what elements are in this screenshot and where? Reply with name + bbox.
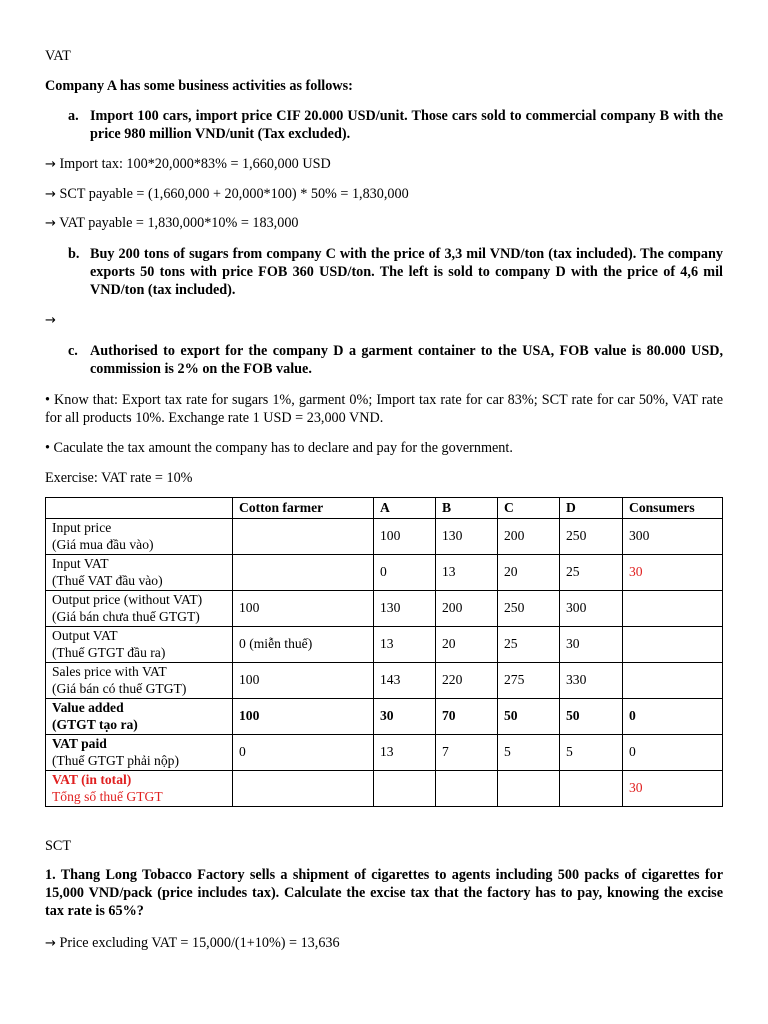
item-c-label: c.	[68, 343, 78, 359]
row-label-en: Value added	[52, 700, 124, 715]
sct-calc-line-text: Price excluding VAT = 15,000/(1+10%) = 13,636	[59, 935, 340, 951]
table-header-cell: B	[436, 498, 498, 519]
table-header-cell: A	[374, 498, 436, 519]
item-c-text: Authorised to export for the company D a garment container to the USA, FOB value is 80.000 USD, commission is 2% on the FOB value.	[90, 343, 723, 377]
item-b-label: b.	[68, 246, 80, 262]
table-cell	[623, 627, 723, 663]
item-b	[68, 245, 723, 299]
calc-line-2-text: SCT payable = (1,660,000 + 20,000*100) * 50% = 1,830,000	[59, 186, 409, 202]
row-label	[46, 555, 233, 591]
row-label-vi: (GTGT tạo ra)	[52, 716, 138, 732]
row-label-vi: (Thuế GTGT đầu ra)	[52, 644, 166, 660]
row-label-en: VAT paid	[52, 736, 107, 751]
table-header-cell: C	[498, 498, 560, 519]
table-cell: 13	[374, 735, 436, 771]
row-label-vi: Tổng số thuế GTGT	[52, 788, 163, 804]
row-label-en: Output VAT	[52, 628, 118, 643]
arrow-icon: →	[45, 187, 56, 202]
row-label	[46, 699, 233, 735]
row-label-en: Input VAT	[52, 556, 109, 571]
row-label	[46, 519, 233, 555]
table-cell: 25	[498, 627, 560, 663]
table-cell: 30	[560, 627, 623, 663]
item-b-text: Buy 200 tons of sugars from company C with the price of 3,3 mil VND/ton (tax included). The company exports 50 tons with price FOB 360 USD/ton. The left is sold to company D with the price of 4,6 mil VND/ton (tax included).	[90, 246, 723, 298]
vat-table	[45, 497, 723, 807]
table-row	[46, 627, 723, 663]
table-cell: 13	[436, 555, 498, 591]
table-header-cell	[46, 498, 233, 519]
table-header-cell: D	[560, 498, 623, 519]
vat-heading: VAT	[45, 48, 71, 64]
arrow-icon: →	[45, 936, 56, 951]
empty-arrow-line	[45, 311, 723, 330]
calc-line-3	[45, 214, 723, 233]
table-header-cell: Cotton farmer	[233, 498, 374, 519]
row-label-vi: (Thuế VAT đầu vào)	[52, 572, 163, 588]
table-cell: 100	[233, 591, 374, 627]
table-cell: 5	[560, 735, 623, 771]
table-cell: 300	[623, 519, 723, 555]
table-row	[46, 699, 723, 735]
table-cell: 13	[374, 627, 436, 663]
calc-line-3-text: VAT payable = 1,830,000*10% = 183,000	[59, 215, 299, 231]
table-cell: 275	[498, 663, 560, 699]
table-cell: 50	[498, 699, 560, 735]
exercise-label: Exercise: VAT rate = 10%	[45, 470, 193, 486]
table-cell: 50	[560, 699, 623, 735]
row-label-vi: (Thuế GTGT phải nộp)	[52, 752, 179, 768]
table-cell: 220	[436, 663, 498, 699]
table-cell	[233, 519, 374, 555]
table-cell: 0	[374, 555, 436, 591]
table-cell	[623, 591, 723, 627]
row-label	[46, 735, 233, 771]
calc-line-1-text: Import tax: 100*20,000*83% = 1,660,000 USD	[59, 156, 331, 172]
table-cell: 0	[623, 735, 723, 771]
table-cell: 70	[436, 699, 498, 735]
row-label-vi: (Giá bán chưa thuế GTGT)	[52, 608, 200, 624]
item-a	[68, 107, 723, 143]
intro-text: Company A has some business activities as follows:	[45, 78, 353, 94]
table-row	[46, 519, 723, 555]
item-a-text: Import 100 cars, import price CIF 20.000 USD/unit. Those cars sold to commercial company B with the price 980 million VND/unit (Tax excluded).	[90, 108, 723, 142]
table-cell: 0 (miễn thuế)	[233, 627, 374, 663]
table-row	[46, 735, 723, 771]
table-row	[46, 771, 723, 807]
table-cell: 250	[498, 591, 560, 627]
note-1: • Know that: Export tax rate for sugars 1%, garment 0%; Import tax rate for car 83%; SCT rate for car 50%, VAT rate for all products 10%. Exchange rate 1 USD = 23,000 VND.	[45, 392, 723, 426]
row-label	[46, 627, 233, 663]
table-cell: 20	[498, 555, 560, 591]
table-cell: 25	[560, 555, 623, 591]
table-cell: 0	[623, 699, 723, 735]
item-a-label: a.	[68, 108, 79, 124]
row-label-en: VAT (in total)	[52, 772, 132, 787]
arrow-icon: →	[45, 157, 56, 172]
row-label-vi: (Giá mua đầu vào)	[52, 536, 154, 552]
table-cell	[233, 555, 374, 591]
table-cell	[498, 771, 560, 807]
sct-heading: SCT	[45, 838, 72, 854]
table-header-cell: Consumers	[623, 498, 723, 519]
row-label-vi: (Giá bán có thuế GTGT)	[52, 680, 187, 696]
sct-problem-1: 1. Thang Long Tobacco Factory sells a shipment of cigarettes to agents including 500 packs of cigarettes for 15,000 VND/pack (price includes tax). Calculate the excise tax that the factory has to pay, knowing the excise tax rate is 65%?	[45, 867, 723, 919]
calc-line-1	[45, 155, 723, 174]
sct-calc-line	[45, 934, 723, 953]
note-2: • Caculate the tax amount the company has to declare and pay for the government.	[45, 440, 513, 456]
table-cell: 100	[233, 699, 374, 735]
table-cell	[623, 663, 723, 699]
table-cell: 130	[436, 519, 498, 555]
table-cell: 100	[233, 663, 374, 699]
table-cell: 100	[374, 519, 436, 555]
calc-line-2	[45, 185, 723, 204]
table-cell: 130	[374, 591, 436, 627]
table-cell	[436, 771, 498, 807]
table-cell: 300	[560, 591, 623, 627]
table-cell: 250	[560, 519, 623, 555]
item-c	[68, 342, 723, 378]
table-cell	[233, 771, 374, 807]
row-label-en: Input price	[52, 520, 112, 535]
table-cell: 30	[374, 699, 436, 735]
table-cell: 7	[436, 735, 498, 771]
table-cell-highlight: 30	[623, 771, 723, 807]
row-label	[46, 771, 233, 807]
table-cell-highlight: 30	[623, 555, 723, 591]
table-cell: 143	[374, 663, 436, 699]
table-cell: 200	[436, 591, 498, 627]
table-cell: 0	[233, 735, 374, 771]
table-row	[46, 591, 723, 627]
row-label	[46, 663, 233, 699]
table-cell: 330	[560, 663, 623, 699]
row-label-en: Output price (without VAT)	[52, 592, 203, 607]
table-cell	[560, 771, 623, 807]
table-row	[46, 663, 723, 699]
table-row	[46, 555, 723, 591]
table-cell: 5	[498, 735, 560, 771]
table-cell: 20	[436, 627, 498, 663]
row-label	[46, 591, 233, 627]
table-cell	[374, 771, 436, 807]
arrow-icon: →	[45, 216, 56, 231]
arrow-icon: →	[45, 313, 56, 328]
table-cell: 200	[498, 519, 560, 555]
row-label-en: Sales price with VAT	[52, 664, 167, 679]
table-header-row	[46, 498, 723, 519]
